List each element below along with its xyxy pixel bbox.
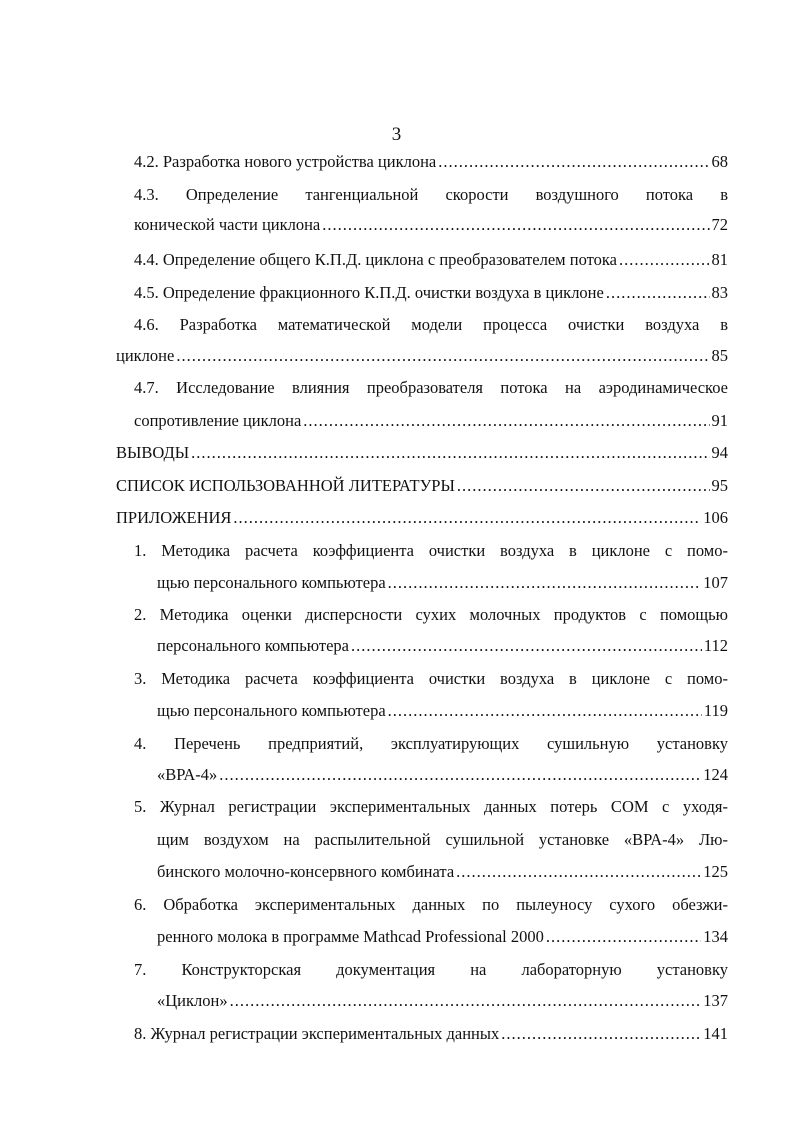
toc-leader-dots xyxy=(501,1024,701,1044)
page-number: 3 xyxy=(391,124,402,145)
toc-leader-dots xyxy=(191,443,709,463)
toc-entry-conclusions xyxy=(116,443,728,463)
toc-appendix-7-first-line: 7. Конструкторская документация на лабораторную установку xyxy=(134,960,728,979)
toc-page-ref: 68 xyxy=(711,152,728,171)
toc-page-ref: 124 xyxy=(703,765,728,784)
toc-leader-dots xyxy=(619,250,710,270)
toc-leader-dots xyxy=(388,573,702,593)
toc-page-ref: 95 xyxy=(711,476,728,495)
toc-entry-4-2 xyxy=(134,152,728,172)
toc-page-ref: 91 xyxy=(711,411,728,430)
toc-appendix-5-middle-line: щим воздухом на распылительной сушильной установке «ВРА-4» Лю- xyxy=(157,830,728,849)
toc-page-ref: 106 xyxy=(703,508,728,527)
toc-page-ref: 83 xyxy=(711,283,728,302)
toc-entry-references xyxy=(116,476,728,496)
toc-leader-dots xyxy=(456,862,701,882)
toc-entry-4-6-first-line: 4.6. Разработка математической модели процесса очистки воздуха в xyxy=(134,315,728,334)
toc-page-ref: 125 xyxy=(703,862,728,881)
toc-entry-4-5 xyxy=(134,283,728,303)
toc-page-ref: 112 xyxy=(703,636,728,655)
toc-leader-dots xyxy=(438,152,709,172)
toc-leader-dots xyxy=(233,508,701,528)
toc-appendix-2-first-line: 2. Методика оценки дисперсности сухих молочных продуктов с помощью xyxy=(134,605,728,624)
toc-appendix-1-first-line: 1. Методика расчета коэффициента очистки воздуха в циклоне с помо- xyxy=(134,541,728,560)
toc-entry-text: 4.4. Определение общего К.П.Д. циклона с преобразователем потока xyxy=(134,250,617,269)
toc-appendix-8 xyxy=(134,1024,728,1044)
toc-appendix-5-first-line: 5. Журнал регистрации экспериментальных данных потерь СОМ с уходя- xyxy=(134,797,728,816)
toc-leader-dots xyxy=(546,927,701,947)
toc-entry-text: щью персонального компьютера xyxy=(157,573,386,592)
toc-page-ref: 81 xyxy=(711,250,728,269)
toc-entry-4-3 xyxy=(134,215,728,235)
toc-appendix-2 xyxy=(157,636,728,656)
toc-entry-text: конической части циклона xyxy=(134,215,321,234)
toc-leader-dots xyxy=(303,411,709,431)
toc-entry-appendices xyxy=(116,508,728,528)
toc-entry-text: 4.5. Определение фракционного К.П.Д. очистки воздуха в циклоне xyxy=(134,283,604,302)
toc-appendix-7 xyxy=(157,991,728,1011)
toc-entry-text: «ВРА-4» xyxy=(157,765,218,784)
toc-leader-dots xyxy=(230,991,702,1011)
toc-entry-text: 4.2. Разработка нового устройства циклона xyxy=(134,152,437,171)
toc-leader-dots xyxy=(388,701,702,721)
toc-appendix-4-first-line: 4. Перечень предприятий, эксплуатирующих сушильную установку xyxy=(134,734,728,753)
toc-entry-text: щью персонального компьютера xyxy=(157,701,386,720)
toc-appendix-6 xyxy=(157,927,728,947)
toc-leader-dots xyxy=(322,215,709,235)
toc-entry-text: циклоне xyxy=(116,346,175,365)
toc-appendix-1 xyxy=(157,573,728,593)
toc-entry-4-7-first-line: 4.7. Исследование влияния преобразователя потока на аэродинамическое xyxy=(134,378,728,397)
toc-appendix-4 xyxy=(157,765,728,785)
toc-page-ref: 107 xyxy=(703,573,728,592)
toc-entry-4-6 xyxy=(116,346,728,366)
toc-leader-dots xyxy=(351,636,702,656)
toc-entry-text: бинского молочно-консервного комбината xyxy=(157,862,455,881)
toc-page-ref: 119 xyxy=(703,701,728,720)
toc-entry-text: СПИСОК ИСПОЛЬЗОВАННОЙ ЛИТЕРАТУРЫ xyxy=(116,476,455,495)
toc-page-ref: 141 xyxy=(703,1024,728,1043)
toc-entry-text: «Циклон» xyxy=(157,991,228,1010)
toc-entry-4-3-first-line: 4.3. Определение тангенциальной скорости воздушного потока в xyxy=(134,185,728,204)
toc-leader-dots xyxy=(606,283,710,303)
toc-entry-text: 8. Журнал регистрации экспериментальных данных xyxy=(134,1024,500,1043)
toc-appendix-5 xyxy=(157,862,728,882)
toc-leader-dots xyxy=(219,765,701,785)
toc-leader-dots xyxy=(176,346,709,366)
toc-entry-text: персонального компьютера xyxy=(157,636,349,655)
toc-entry-text: сопротивление циклона xyxy=(134,411,302,430)
toc-entry-text: ПРИЛОЖЕНИЯ xyxy=(116,508,232,527)
toc-page-ref: 134 xyxy=(703,927,728,946)
toc-page-ref: 137 xyxy=(703,991,728,1010)
toc-entry-text: ВЫВОДЫ xyxy=(116,443,190,462)
toc-entry-4-7 xyxy=(134,411,728,431)
toc-page-ref: 94 xyxy=(711,443,728,462)
toc-page-ref: 72 xyxy=(711,215,728,234)
toc-entry-text: ренного молока в программе Mathcad Professional 2000 xyxy=(157,927,544,946)
toc-page-ref: 85 xyxy=(711,346,728,365)
toc-appendix-6-first-line: 6. Обработка экспериментальных данных по пылеуносу сухого обезжи- xyxy=(134,895,728,914)
toc-entry-4-4 xyxy=(134,250,728,270)
toc-leader-dots xyxy=(457,476,710,496)
toc-appendix-3 xyxy=(157,701,728,721)
toc-appendix-3-first-line: 3. Методика расчета коэффициента очистки воздуха в циклоне с помо- xyxy=(134,669,728,688)
